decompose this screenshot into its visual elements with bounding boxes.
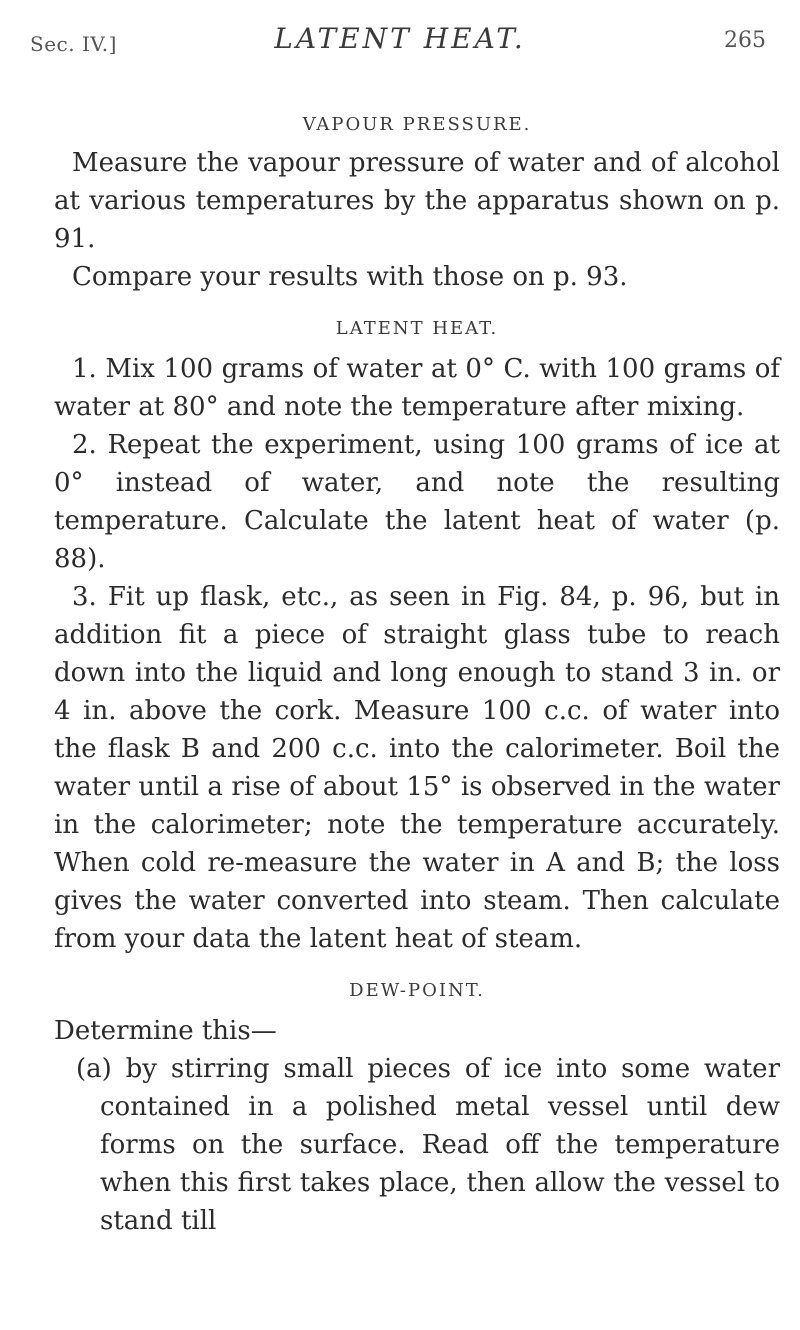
section-heading-vapour-pressure: VAPOUR PRESSURE. — [302, 114, 532, 135]
dew-point-intro: Determine this— — [54, 1016, 277, 1046]
running-title: LATENT HEAT. — [274, 22, 526, 55]
paragraph-vapour-measure: Measure the vapour pressure of water and of alcohol at various temperatures by the apparatus shown on p. 91. — [54, 148, 780, 254]
paragraph-vapour-compare: Compare your results with those on p. 93. — [72, 262, 628, 292]
page-body — [54, 112, 780, 1240]
dew-point-item-a: (a) by stirring small pieces of ice into some water contained in a polished metal vessel until dew forms on the surface. Read off the temperature when this first takes place, then allow the vessel to stand till — [76, 1054, 780, 1236]
section-heading-dew-point: DEW-POINT. — [349, 980, 485, 1001]
latent-heat-item-3: 3. Fit up flask, etc., as seen in Fig. 84, p. 96, but in addition fit a piece of straight glass tube to reach down into the liquid and long enough to stand 3 in. or 4 in. above the cork. Measure 100 c.c. of water into the flask B and 200 c.c. into the calorimeter. Boil the water until a rise of about 15° is observed in the water in the calorimeter; note the temperature accurately. When cold re-measure the water in A and B; the loss gives the water converted into steam. Then calculate from your data the latent heat of steam. — [54, 582, 780, 954]
page-number: 265 — [724, 28, 766, 53]
latent-heat-item-1: 1. Mix 100 grams of water at 0° C. with 100 grams of water at 80° and note the temperature after mixing. — [54, 354, 780, 422]
section-reference: Sec. IV.] — [30, 32, 117, 56]
page-header — [0, 22, 800, 62]
latent-heat-item-2: 2. Repeat the experiment, using 100 grams of ice at 0° instead of water, and note the resulting temperature. Calculate the latent heat of water (p. 88). — [54, 430, 780, 574]
section-heading-latent-heat: LATENT HEAT. — [335, 318, 499, 339]
